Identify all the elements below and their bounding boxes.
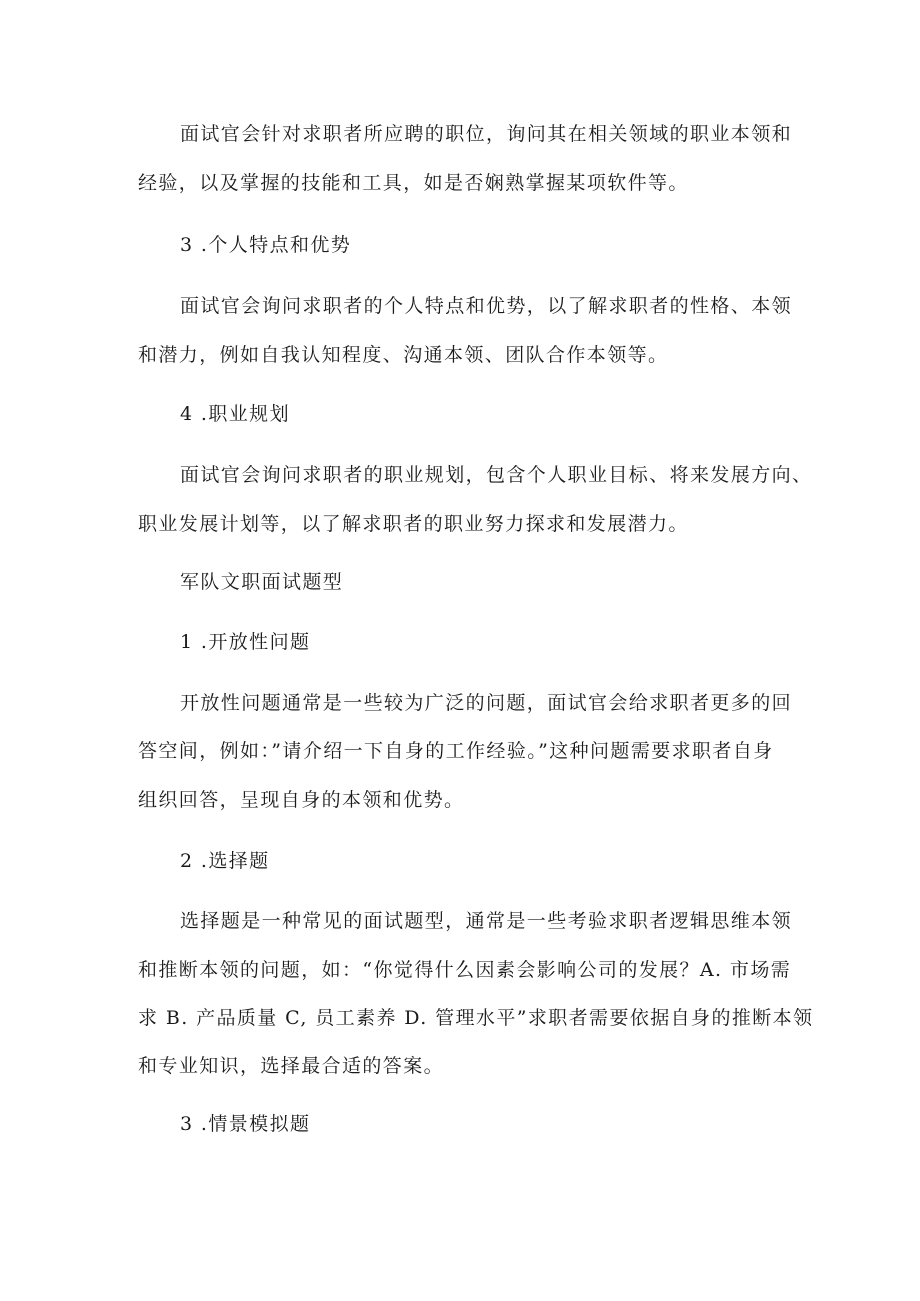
paragraph-line: 答空间，例如：”请介绍一下自身的工作经验。”这种问题需要求职者自身 <box>138 740 774 762</box>
paragraph-line: 经验，以及掌握的技能和工具，如是否娴熟掌握某项软件等。 <box>138 172 689 194</box>
paragraph-line: 和专业知识，选择最合适的答案。 <box>138 1055 445 1077</box>
paragraph-line: 和潜力，例如自我认知程度、沟通本领、团队合作本领等。 <box>138 344 669 366</box>
section-heading: 3 .情景模拟题 <box>180 1113 311 1135</box>
paragraph-line: 职业发展计划等，以了解求职者的职业努力探求和发展潜力。 <box>138 513 689 535</box>
section-heading: 3 .个人特点和优势 <box>180 234 352 256</box>
paragraph-line: 组织回答，呈现自身的本领和优势。 <box>138 789 465 811</box>
section-heading: 1 .开放性问题 <box>180 631 311 653</box>
paragraph-line: 求 B. 产品质量 C, 员工素养 D. 管理水平”求职者需要依据自身的推断本领 <box>138 1007 814 1029</box>
paragraph-line: 开放性问题通常是一些较为广泛的问题，面试官会给求职者更多的回 <box>180 692 793 714</box>
section-title: 军队文职面试题型 <box>180 571 344 593</box>
paragraph-line: 和推断本领的问题，如：“你觉得什么因素会影响公司的发展？A. 市场需 <box>138 959 792 981</box>
paragraph-line: 选择题是一种常见的面试题型，通常是一些考验求职者逻辑思维本领 <box>180 910 793 932</box>
section-heading: 4 .职业规划 <box>180 403 290 425</box>
paragraph-line: 面试官会询问求职者的职业规划，包含个人职业目标、将来发展方向、 <box>180 464 813 486</box>
paragraph-line: 面试官会询问求职者的个人特点和优势，以了解求职者的性格、本领 <box>180 295 793 317</box>
paragraph-line: 面试官会针对求职者所应聘的职位，询问其在相关领域的职业本领和 <box>180 123 793 145</box>
section-heading: 2 .选择题 <box>180 850 270 872</box>
